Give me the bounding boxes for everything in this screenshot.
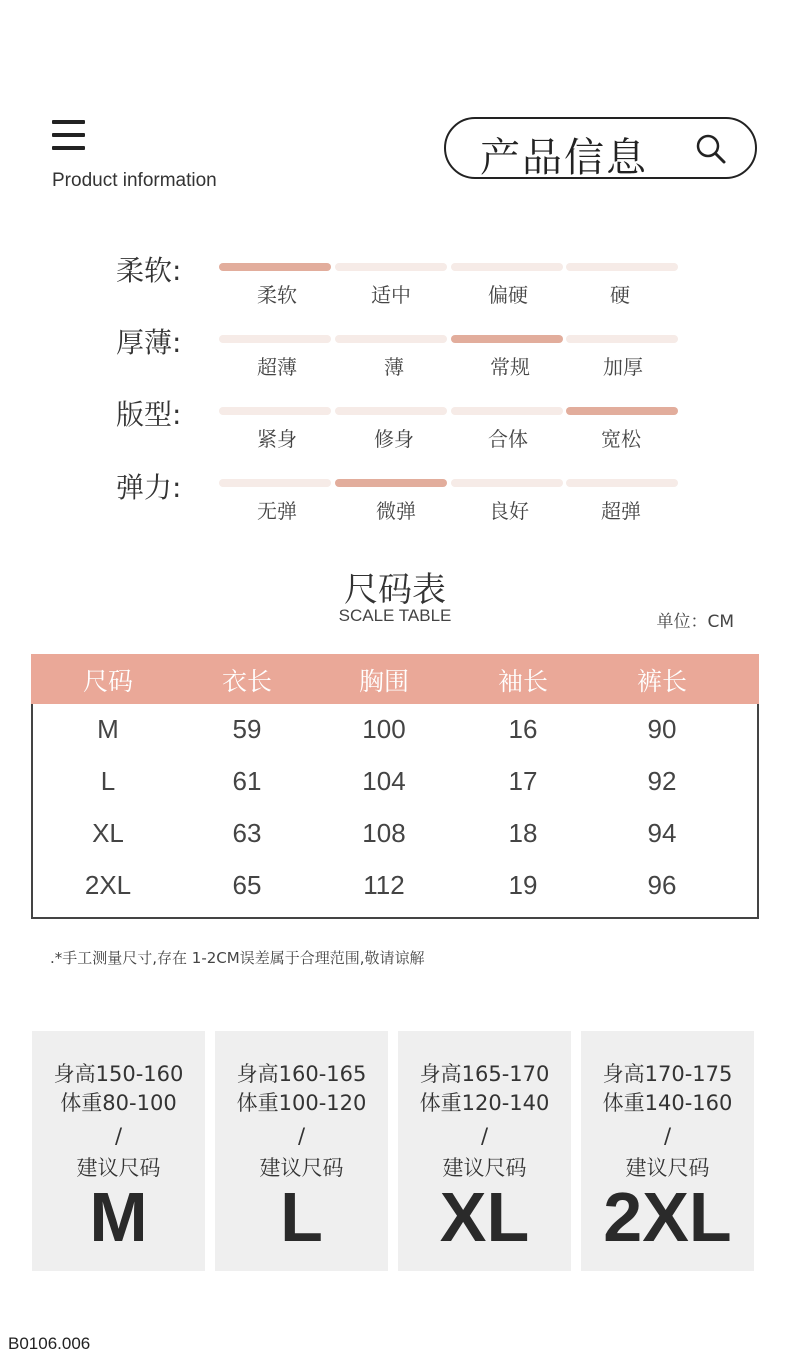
product-information-subtitle: Product information: [52, 170, 217, 191]
attr-bar: [335, 263, 447, 271]
size-recommendation-card: [215, 1031, 388, 1271]
weight-range: 体重140-160: [602, 1091, 733, 1115]
weight-range: 体重120-140: [419, 1091, 550, 1115]
attr-option: 紧身: [257, 427, 297, 451]
attr-option: 宽松: [601, 427, 641, 451]
recommended-size-label: 建议尺码: [625, 1156, 710, 1180]
attr-bar: [451, 335, 563, 343]
size-recommendation-card: [32, 1031, 205, 1271]
attr-bar: [335, 335, 447, 343]
separator: /: [480, 1124, 489, 1148]
table-cell: 94: [647, 818, 677, 848]
height-range: 身高170-175: [602, 1062, 733, 1086]
table-cell: 18: [508, 818, 538, 848]
table-cell: 104: [362, 766, 406, 796]
table-cell: 59: [232, 714, 262, 744]
hamburger-menu-icon[interactable]: [52, 120, 85, 159]
attr-bar: [335, 407, 447, 415]
table-cell: 108: [362, 818, 406, 848]
measurement-note: .*手工测量尺寸,存在 1-2CM误差属于合理范围,敬请谅解: [50, 949, 425, 967]
table-cell: M: [97, 714, 119, 744]
size-table-header: [31, 654, 759, 704]
attr-bar: [566, 479, 678, 487]
separator: /: [663, 1124, 672, 1148]
attr-bar: [219, 479, 331, 487]
attr-option: 薄: [384, 355, 404, 379]
size-recommendation-card: [581, 1031, 754, 1271]
attr-bar: [451, 479, 563, 487]
size-recommendation-card: [398, 1031, 571, 1271]
table-cell: 2XL: [84, 870, 132, 900]
table-cell: 100: [362, 714, 406, 744]
attr-bar: [451, 263, 563, 271]
table-header-cell: 袖长: [497, 667, 548, 696]
attr-option: 偏硬: [488, 283, 528, 307]
recommended-size: XL: [439, 1178, 530, 1256]
attr-option: 合体: [488, 427, 528, 451]
attr-label-elasticity: 弹力:: [116, 471, 182, 504]
table-cell: 19: [508, 870, 538, 900]
pill-title: 产品信息: [480, 135, 648, 181]
table-cell: 92: [647, 766, 677, 796]
table-cell: 65: [232, 870, 262, 900]
attr-option: 超薄: [257, 355, 297, 379]
height-range: 身高150-160: [53, 1062, 184, 1086]
product-code: B0106.006: [8, 1334, 91, 1353]
recommended-size-label: 建议尺码: [76, 1156, 161, 1180]
attr-bar: [566, 407, 678, 415]
attr-option: 常规: [490, 355, 530, 379]
table-cell: 90: [647, 714, 677, 744]
recommended-size-label: 建议尺码: [442, 1156, 527, 1180]
attr-option: 微弹: [376, 499, 416, 523]
attr-option: 柔软: [257, 283, 297, 307]
search-icon[interactable]: [695, 133, 727, 165]
table-cell: 96: [647, 870, 677, 900]
attr-bar: [219, 335, 331, 343]
table-cell: 112: [363, 870, 405, 900]
table-cell: XL: [92, 818, 124, 848]
attr-label-softness: 柔软:: [116, 254, 182, 287]
attr-option: 加厚: [603, 355, 643, 379]
table-header-cell: 裤长: [636, 667, 687, 696]
scale-table-title: 尺码表: [344, 570, 446, 610]
attr-bar: [335, 479, 447, 487]
attr-option: 良好: [489, 499, 529, 523]
attr-bar: [219, 263, 331, 271]
weight-range: 体重100-120: [236, 1091, 367, 1115]
table-header-cell: 尺码: [82, 667, 133, 696]
product-info-search-pill[interactable]: [444, 117, 757, 179]
attr-option: 适中: [371, 283, 411, 307]
recommended-size-label: 建议尺码: [259, 1156, 344, 1180]
height-range: 身高165-170: [419, 1062, 550, 1086]
unit-label: 单位：CM: [656, 612, 734, 632]
table-cell: L: [100, 766, 116, 796]
separator: /: [114, 1124, 123, 1148]
weight-range: 体重80-100: [60, 1091, 177, 1115]
attr-bar: [566, 263, 678, 271]
height-range: 身高160-165: [236, 1062, 367, 1086]
attr-bar: [566, 335, 678, 343]
table-header-cell: 胸围: [358, 667, 409, 696]
recommended-size: L: [280, 1178, 323, 1256]
attr-label-thickness: 厚薄:: [116, 326, 182, 359]
recommended-size: 2XL: [603, 1178, 732, 1256]
scale-table-subtitle: SCALE TABLE: [338, 606, 452, 625]
attr-option: 超弹: [601, 499, 641, 523]
table-cell: 61: [232, 766, 262, 796]
recommended-size: M: [89, 1178, 148, 1256]
attr-bar: [219, 407, 331, 415]
table-cell: 63: [232, 818, 262, 848]
attr-option: 硬: [610, 283, 630, 307]
separator: /: [297, 1124, 306, 1148]
table-cell: 17: [508, 766, 538, 796]
table-header-cell: 衣长: [221, 667, 272, 696]
attr-option: 无弹: [257, 499, 297, 523]
attr-label-fit: 版型:: [116, 398, 182, 431]
table-cell: 16: [508, 714, 538, 744]
attr-bar: [451, 407, 563, 415]
attr-option: 修身: [374, 427, 414, 451]
